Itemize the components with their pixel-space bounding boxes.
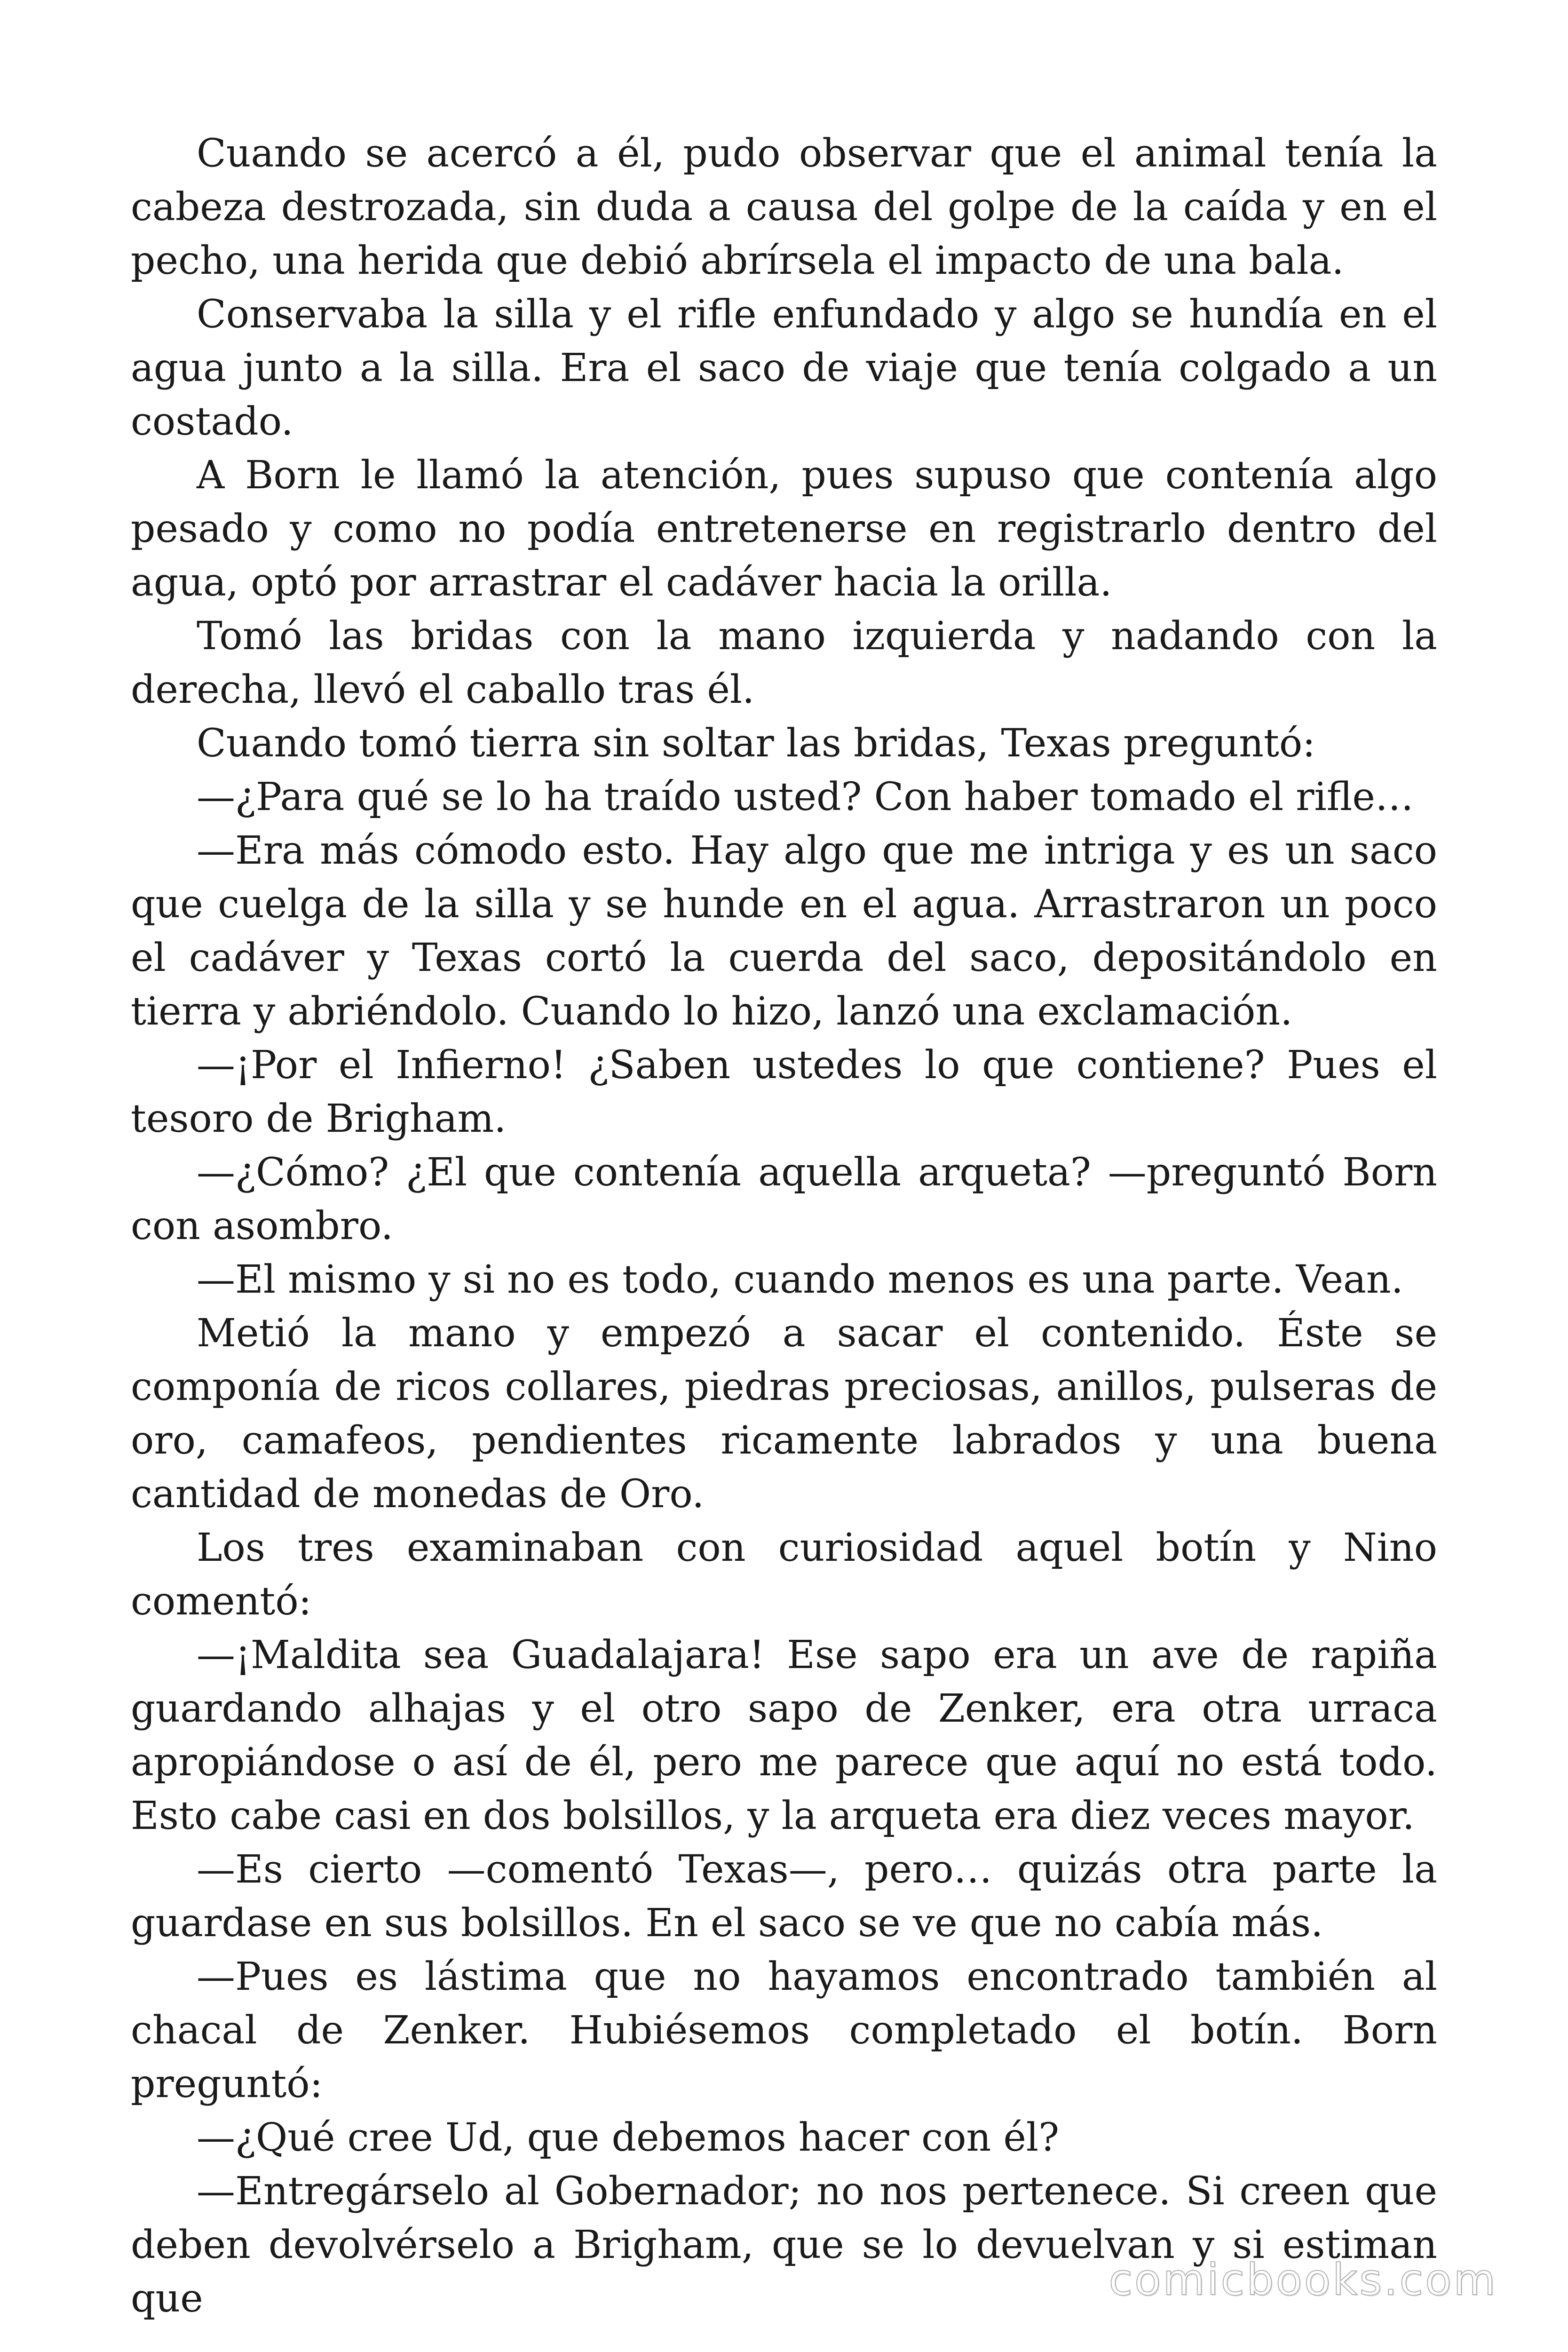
- paragraph: Cuando tomó tierra sin soltar las bridas, Texas preguntó:: [197, 721, 1315, 766]
- paragraph: Conservaba la silla y el rifle enfundado y algo se hundía en el agua junto a la silla. Era el saco de viaje que tenía colgado a un costado.: [131, 292, 1437, 444]
- paragraph: —Pues es lástima que no hayamos encontrado también al chacal de Zenker. Hubiésemos completado el botín. Born preguntó:: [131, 1955, 1437, 2106]
- paragraph: —¡Maldita sea Guadalajara! Ese sapo era un ave de rapiña guardando alhajas y el otro sapo de Zenker, era otra urraca apropiándose o así de él, pero me parece que aquí no está todo. Esto cabe casi en dos bolsillos, y la arqueta era diez veces mayor.: [131, 1633, 1437, 1838]
- paragraph: —Entregárselo al Gobernador; no nos pertenece. Si creen que deben devolvérselo a Brigham, que se lo devuelvan y si estiman que: [131, 2169, 1437, 2321]
- paragraph: —¡Por el Infierno! ¿Saben ustedes lo que contiene? Pues el tesoro de Brigham.: [131, 1043, 1437, 1141]
- paragraph: —El mismo y si no es todo, cuando menos es una parte. Vean.: [197, 1257, 1403, 1302]
- paragraph: —Era más cómodo esto. Hay algo que me intriga y es un saco que cuelga de la silla y se hunde en el agua. Arrastraron un poco el cadáver y Texas cortó la cuerda del saco, depositándolo en tierra y abriéndolo. Cuando lo hizo, lanzó una exclamación.: [131, 828, 1437, 1034]
- paragraph: Tomó las bridas con la mano izquierda y nadando con la derecha, llevó el caballo tras él.: [131, 614, 1437, 712]
- paragraph: —Es cierto —comentó Texas—, pero… quizás otra parte la guardase en sus bolsillos. En el saco se ve que no cabía más.: [131, 1847, 1437, 1946]
- paragraph: Metió la mano y empezó a sacar el contenido. Éste se componía de ricos collares, piedras preciosas, anillos, pulseras de oro, camafeos, pendientes ricamente labrados y una buena cantidad de monedas de Oro.: [131, 1311, 1437, 1517]
- paragraph: —¿Para qué se lo ha traído usted? Con haber tomado el rifle…: [197, 775, 1414, 819]
- watermark: comicbooks.com: [1109, 2255, 1497, 2305]
- body-text: [131, 127, 1437, 2326]
- paragraph: —¿Qué cree Ud, que debemos hacer con él?: [197, 2115, 1060, 2160]
- paragraph: Los tres examinaban con curiosidad aquel botín y Nino comentó:: [131, 1526, 1437, 1624]
- paragraph: —¿Cómo? ¿El que contenía aquella arqueta? —preguntó Born con asombro.: [131, 1150, 1437, 1248]
- paragraph: A Born le llamó la atención, pues supuso que contenía algo pesado y como no podía entretenerse en registrarlo dentro del agua, optó por arrastrar el cadáver hacia la orilla.: [131, 453, 1437, 605]
- paragraph: Cuando se acercó a él, pudo observar que el animal tenía la cabeza destrozada, sin duda a causa del golpe de la caída y en el pecho, una herida que debió abrírsela el impacto de una bala.: [131, 131, 1437, 283]
